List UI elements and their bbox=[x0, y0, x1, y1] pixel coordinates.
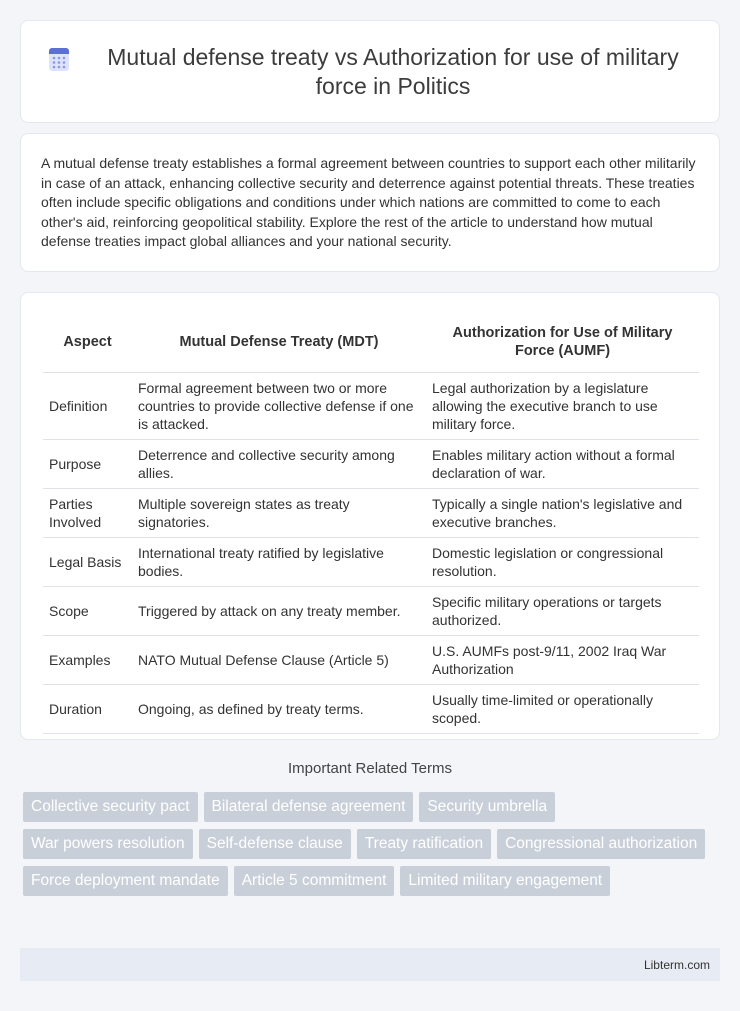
row-mdt: Ongoing, as defined by treaty terms. bbox=[132, 685, 426, 734]
table-row bbox=[43, 538, 699, 587]
table-row bbox=[43, 636, 699, 685]
row-aspect: Parties Involved bbox=[43, 489, 132, 538]
row-mdt: NATO Mutual Defense Clause (Article 5) bbox=[132, 636, 426, 685]
related-term-tag[interactable]: Security umbrella bbox=[419, 792, 555, 822]
row-aumf: Typically a single nation's legislative and executive branches. bbox=[426, 489, 699, 538]
footer bbox=[20, 948, 720, 981]
column-header-aspect: Aspect bbox=[43, 311, 132, 373]
related-term-tag[interactable]: Congressional authorization bbox=[497, 829, 705, 859]
row-aspect: Purpose bbox=[43, 440, 132, 489]
header-card bbox=[20, 20, 720, 123]
row-aspect: Duration bbox=[43, 685, 132, 734]
row-aumf: Domestic legislation or congressional resolution. bbox=[426, 538, 699, 587]
related-term-tag[interactable]: Article 5 commitment bbox=[234, 866, 395, 896]
row-aspect: Definition bbox=[43, 373, 132, 440]
row-aspect: Examples bbox=[43, 636, 132, 685]
row-aumf: Specific military operations or targets authorized. bbox=[426, 587, 699, 636]
row-mdt: Deterrence and collective security among allies. bbox=[132, 440, 426, 489]
table-row bbox=[43, 685, 699, 734]
related-terms-heading: Important Related Terms bbox=[288, 760, 452, 777]
related-term-tag[interactable]: Limited military engagement bbox=[400, 866, 610, 896]
row-aumf: Usually time-limited or operationally scoped. bbox=[426, 685, 699, 734]
row-aumf: Enables military action without a formal declaration of war. bbox=[426, 440, 699, 489]
column-header-aumf: Authorization for Use of Military Force (AUMF) bbox=[426, 311, 699, 373]
comparison-table bbox=[43, 311, 699, 734]
table-row bbox=[43, 440, 699, 489]
table-header-row bbox=[43, 311, 699, 373]
related-term-tag[interactable]: Bilateral defense agreement bbox=[204, 792, 414, 822]
related-term-tag[interactable]: Collective security pact bbox=[23, 792, 198, 822]
column-header-mdt: Mutual Defense Treaty (MDT) bbox=[132, 311, 426, 373]
intro-card bbox=[20, 133, 720, 272]
row-mdt: Triggered by attack on any treaty member. bbox=[132, 587, 426, 636]
document-icon bbox=[45, 45, 73, 73]
row-aumf: U.S. AUMFs post-9/11, 2002 Iraq War Authorization bbox=[426, 636, 699, 685]
row-aspect: Scope bbox=[43, 587, 132, 636]
table-row bbox=[43, 373, 699, 440]
related-term-tag[interactable]: War powers resolution bbox=[23, 829, 193, 859]
related-term-tag[interactable]: Force deployment mandate bbox=[23, 866, 228, 896]
table-row bbox=[43, 587, 699, 636]
intro-paragraph: A mutual defense treaty establishes a formal agreement between countries to support each other militarily in case of an attack, enhancing collective security and deterrence against potential threats. These treaties often include specific obligations and conditions under which nations are committed to come to each other's aid, reinforcing geopolitical stability. Explore the rest of the article to understand how mutual defense treaties impact global alliances and your national security. bbox=[41, 155, 696, 250]
row-mdt: International treaty ratified by legislative bodies. bbox=[132, 538, 426, 587]
row-mdt: Multiple sovereign states as treaty signatories. bbox=[132, 489, 426, 538]
row-aumf: Legal authorization by a legislature allowing the executive branch to use military force. bbox=[426, 373, 699, 440]
related-term-tag[interactable]: Self-defense clause bbox=[199, 829, 351, 859]
row-mdt: Formal agreement between two or more countries to provide collective defense if one is attacked. bbox=[132, 373, 426, 440]
footer-site-link[interactable]: Libterm.com bbox=[643, 957, 710, 972]
page-title: Mutual defense treaty vs Authorization for use of military force in Politics bbox=[107, 43, 679, 99]
row-aspect: Legal Basis bbox=[43, 538, 132, 587]
table-row bbox=[43, 489, 699, 538]
related-terms-list bbox=[23, 792, 723, 896]
comparison-card bbox=[20, 292, 720, 740]
related-term-tag[interactable]: Treaty ratification bbox=[357, 829, 491, 859]
